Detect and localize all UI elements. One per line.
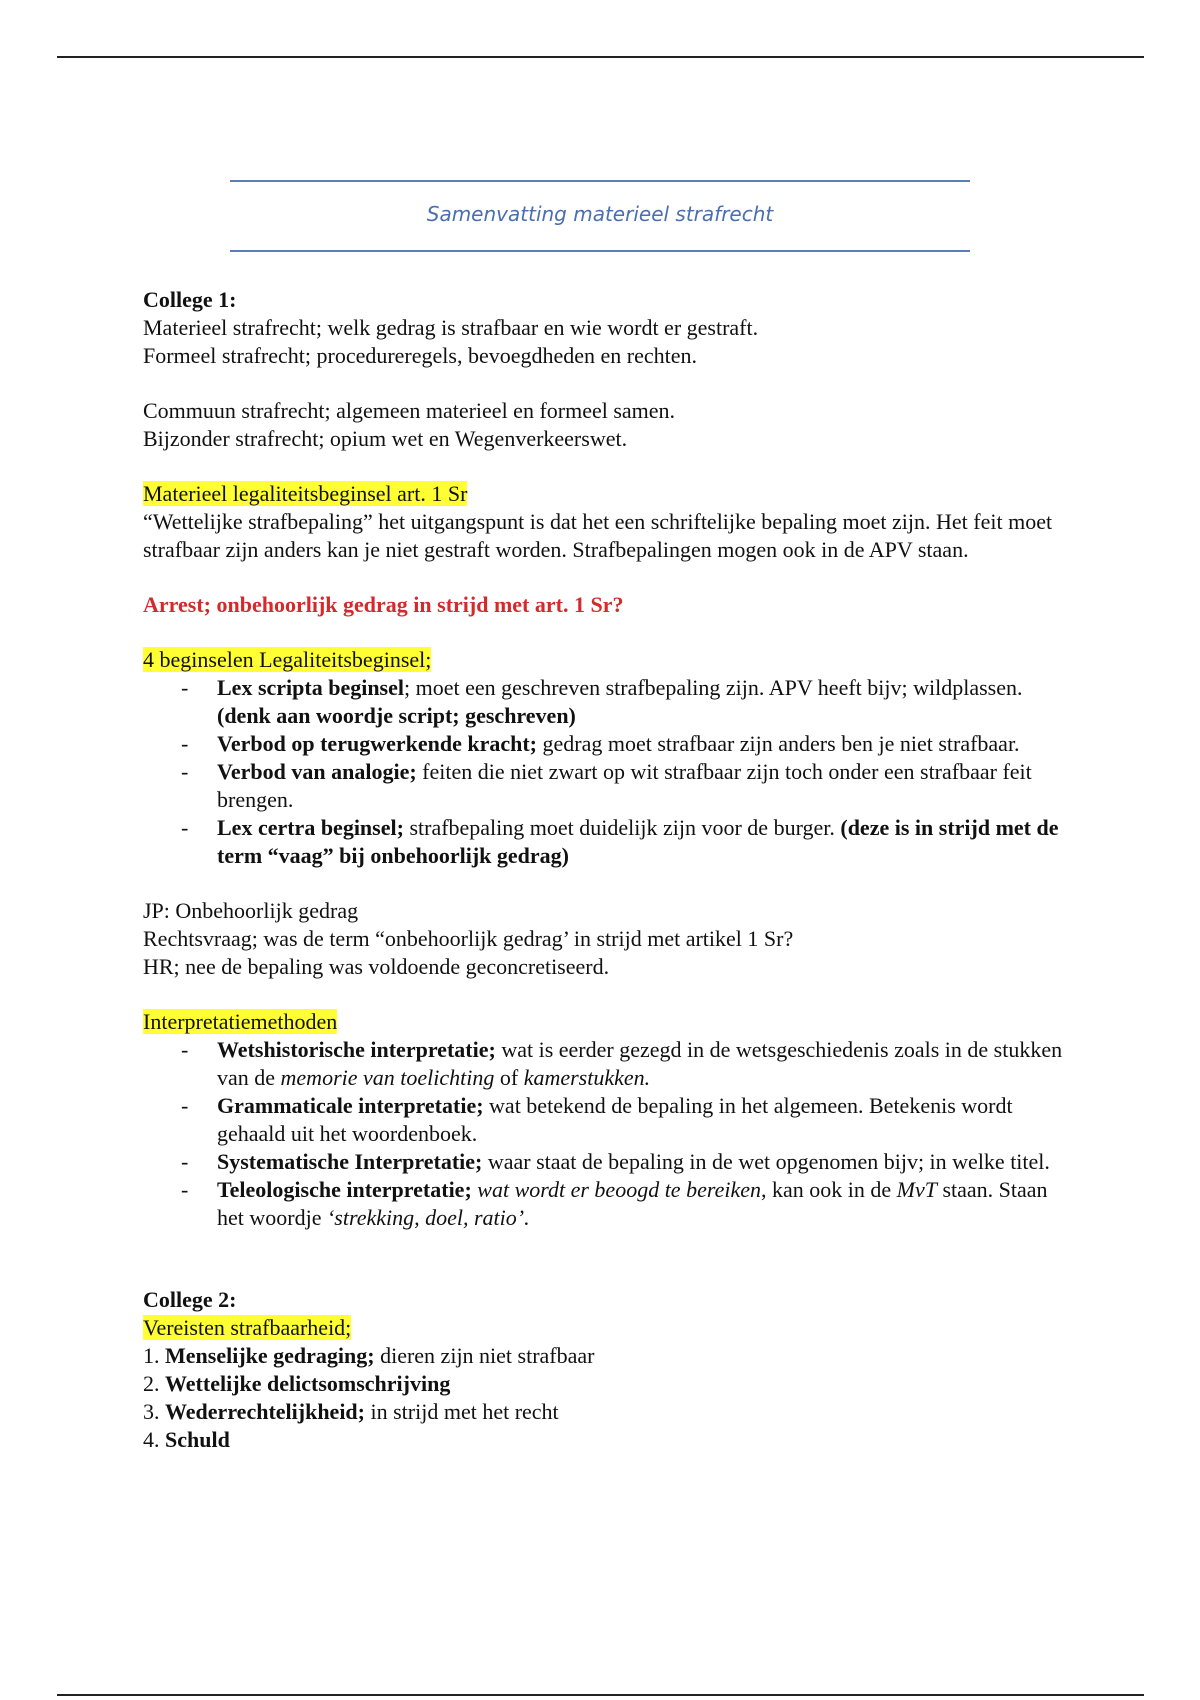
list-item: - Verbod van analogie; feiten die niet zwart op wit strafbaar zijn toch onder een strafbaar feit brengen.	[143, 758, 1063, 814]
body-line: Formeel strafrecht; procedureregels, bevoegdheden en rechten.	[143, 343, 698, 368]
page-top-rule	[57, 56, 1144, 58]
list-item: - Teleologische interpretatie; wat wordt er beoogd te bereiken, kan ook in de MvT staan. Staan het woordje ‘strekking, doel, ratio’.	[143, 1176, 1063, 1232]
jp-line: HR; nee de bepaling was voldoende geconcretiseerd.	[143, 954, 610, 979]
body-line: Commuun strafrecht; algemeen materieel en formeel samen.	[143, 398, 676, 423]
list-item: - Systematische Interpretatie; waar staat de bepaling in de wet opgenomen bijv; in welke titel.	[143, 1148, 1063, 1176]
list-item: - Verbod op terugwerkende kracht; gedrag moet strafbaar zijn anders ben je niet strafbaar.	[143, 730, 1063, 758]
beginselen-list	[143, 674, 1063, 870]
document-body	[143, 286, 1063, 1454]
list-item: - Grammaticale interpretatie; wat betekend de bepaling in het algemeen. Betekenis wordt gehaald uit het woordenboek.	[143, 1092, 1063, 1148]
list-item: 2. Wettelijke delictsomschrijving	[143, 1371, 451, 1396]
legaliteit-body: “Wettelijke strafbepaling” het uitgangspunt is dat het een schriftelijke bepaling moet zijn. Het feit moet strafbaar zijn anders kan je niet gestraft worden. Strafbepalingen mogen ook in de APV staan.	[143, 509, 1053, 562]
legaliteit-heading: Materieel legaliteitsbeginsel art. 1 Sr	[143, 481, 468, 506]
list-item: - Lex scripta beginsel; moet een geschreven strafbepaling zijn. APV heeft bijv; wildplassen.(denk aan woordje script; geschreven)	[143, 674, 1063, 730]
jp-line: Rechtsvraag; was de term “onbehoorlijk gedrag’ in strijd met artikel 1 Sr?	[143, 926, 794, 951]
title-rule-bottom	[230, 250, 970, 252]
vereisten-list	[143, 1342, 1063, 1454]
list-item: 4. Schuld	[143, 1427, 230, 1452]
list-item: 1. Menselijke gedraging; dieren zijn niet strafbaar	[143, 1343, 595, 1368]
interpretatie-heading: Interpretatiemethoden	[143, 1009, 338, 1034]
document-title: Samenvatting materieel strafrecht	[426, 202, 774, 226]
list-item: 3. Wederrechtelijkheid; in strijd met het recht	[143, 1399, 559, 1424]
beginselen-heading: 4 beginselen Legaliteitsbeginsel;	[143, 647, 432, 672]
page-bottom-rule	[57, 1694, 1144, 1696]
college2-heading: College 2:	[143, 1287, 237, 1312]
list-item: - Lex certra beginsel; strafbepaling moet duidelijk zijn voor de burger. (deze is in strijd met de term “vaag” bij onbehoorlijk gedrag)	[143, 814, 1063, 870]
title-rule-top	[230, 180, 970, 182]
body-line: Bijzonder strafrecht; opium wet en Wegenverkeerswet.	[143, 426, 628, 451]
arrest-heading: Arrest; onbehoorlijk gedrag in strijd met art. 1 Sr?	[143, 592, 624, 617]
college1-heading: College 1:	[143, 287, 237, 312]
list-item: - Wetshistorische interpretatie; wat is eerder gezegd in de wetsgeschiedenis zoals in de stukken van de memorie van toelichting of kamerstukken.	[143, 1036, 1063, 1092]
jp-line: JP: Onbehoorlijk gedrag	[143, 898, 359, 923]
vereisten-heading: Vereisten strafbaarheid;	[143, 1315, 352, 1340]
interpretatie-list	[143, 1036, 1063, 1232]
body-line: Materieel strafrecht; welk gedrag is strafbaar en wie wordt er gestraft.	[143, 315, 759, 340]
